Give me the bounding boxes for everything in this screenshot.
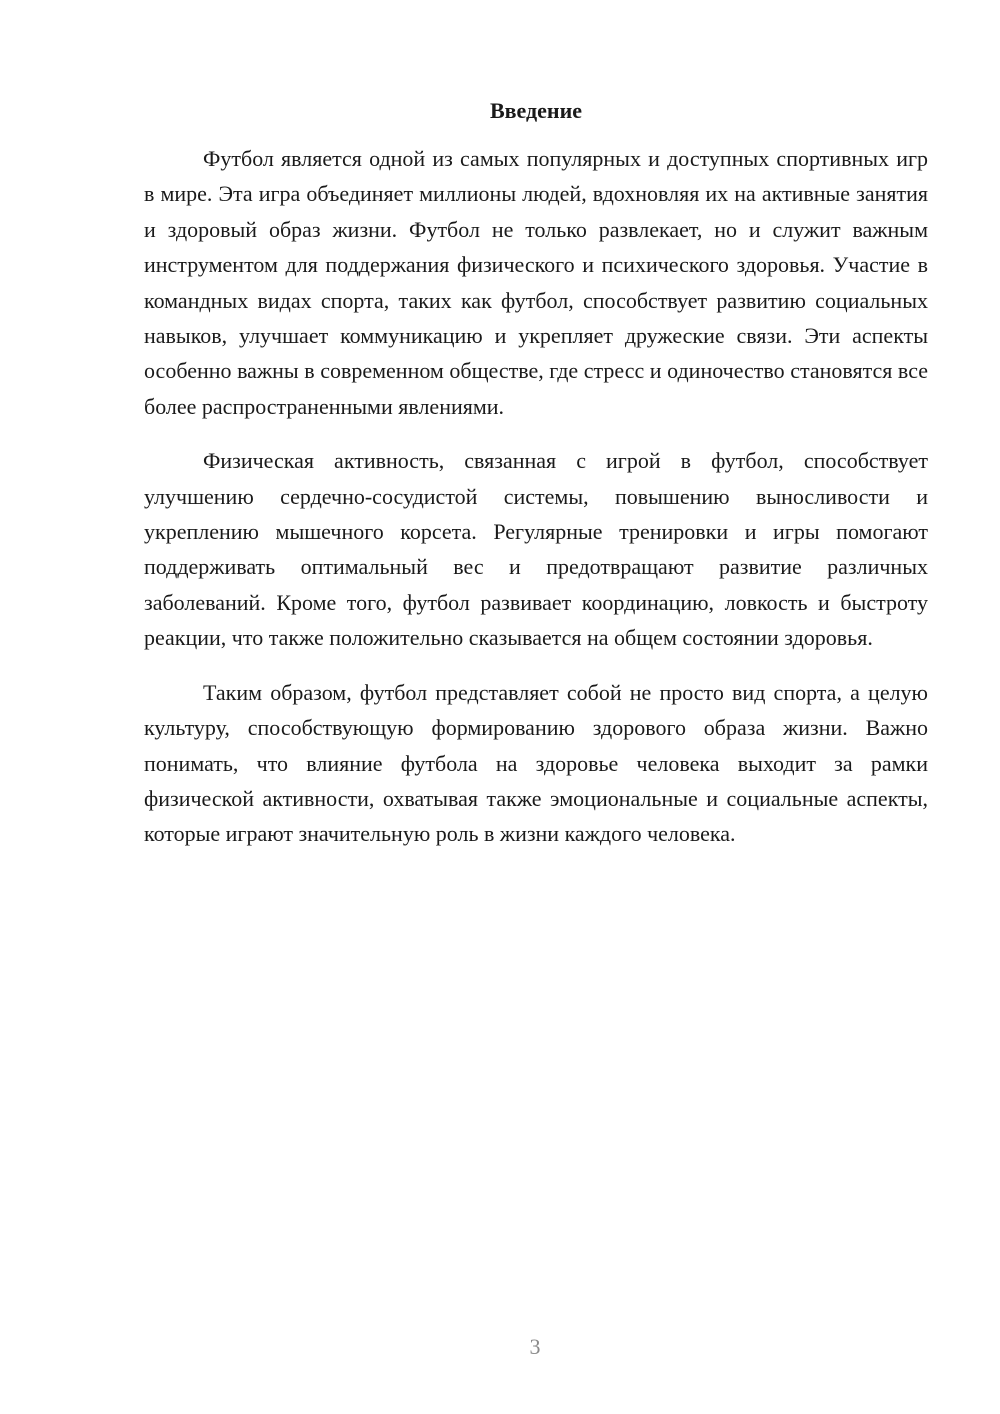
paragraph-3: Таким образом, футбол представляет собой не просто вид спорта, а целую культуру, способствующую формированию здорового образа жизни. Важно понимать, что влияние футбола на здоровье человека выходит за рамки физической активности, охватывая также эмоциональные и социальные аспекты, которые играют значительную роль в жизни каждого человека. xyxy=(144,679,928,847)
section-heading: Введение xyxy=(489,98,583,123)
page-number: 3 xyxy=(529,1334,541,1359)
paragraph-2: Физическая активность, связанная с игрой в футбол, способствует улучшению сердечно-сосудистой системы, повышению выносливости и укреплению мышечного корсета. Регулярные тренировки и игры помогают поддерживать оптимальный вес и предотвращают развитие различных заболеваний. Кроме того, футбол развивает координацию, ловкость и быстроту реакции, что также положительно сказывается на общем состоянии здоровья. xyxy=(144,448,928,651)
page-content xyxy=(144,95,928,871)
paragraph-1: Футбол является одной из самых популярных и доступных спортивных игр в мире. Эта игра объединяет миллионы людей, вдохновляя их на активные занятия и здоровый образ жизни. Футбол не только развлекает, но и служит важным инструментом для поддержания физического и психического здоровья. Участие в командных видах спорта, таких как футбол, способствует развитию социальных навыков, улучшает коммуникацию и укрепляет дружеские связи. Эти аспекты особенно важны в современном обществе, где стресс и одиночество становятся все более распространенными явлениями. xyxy=(144,146,928,419)
